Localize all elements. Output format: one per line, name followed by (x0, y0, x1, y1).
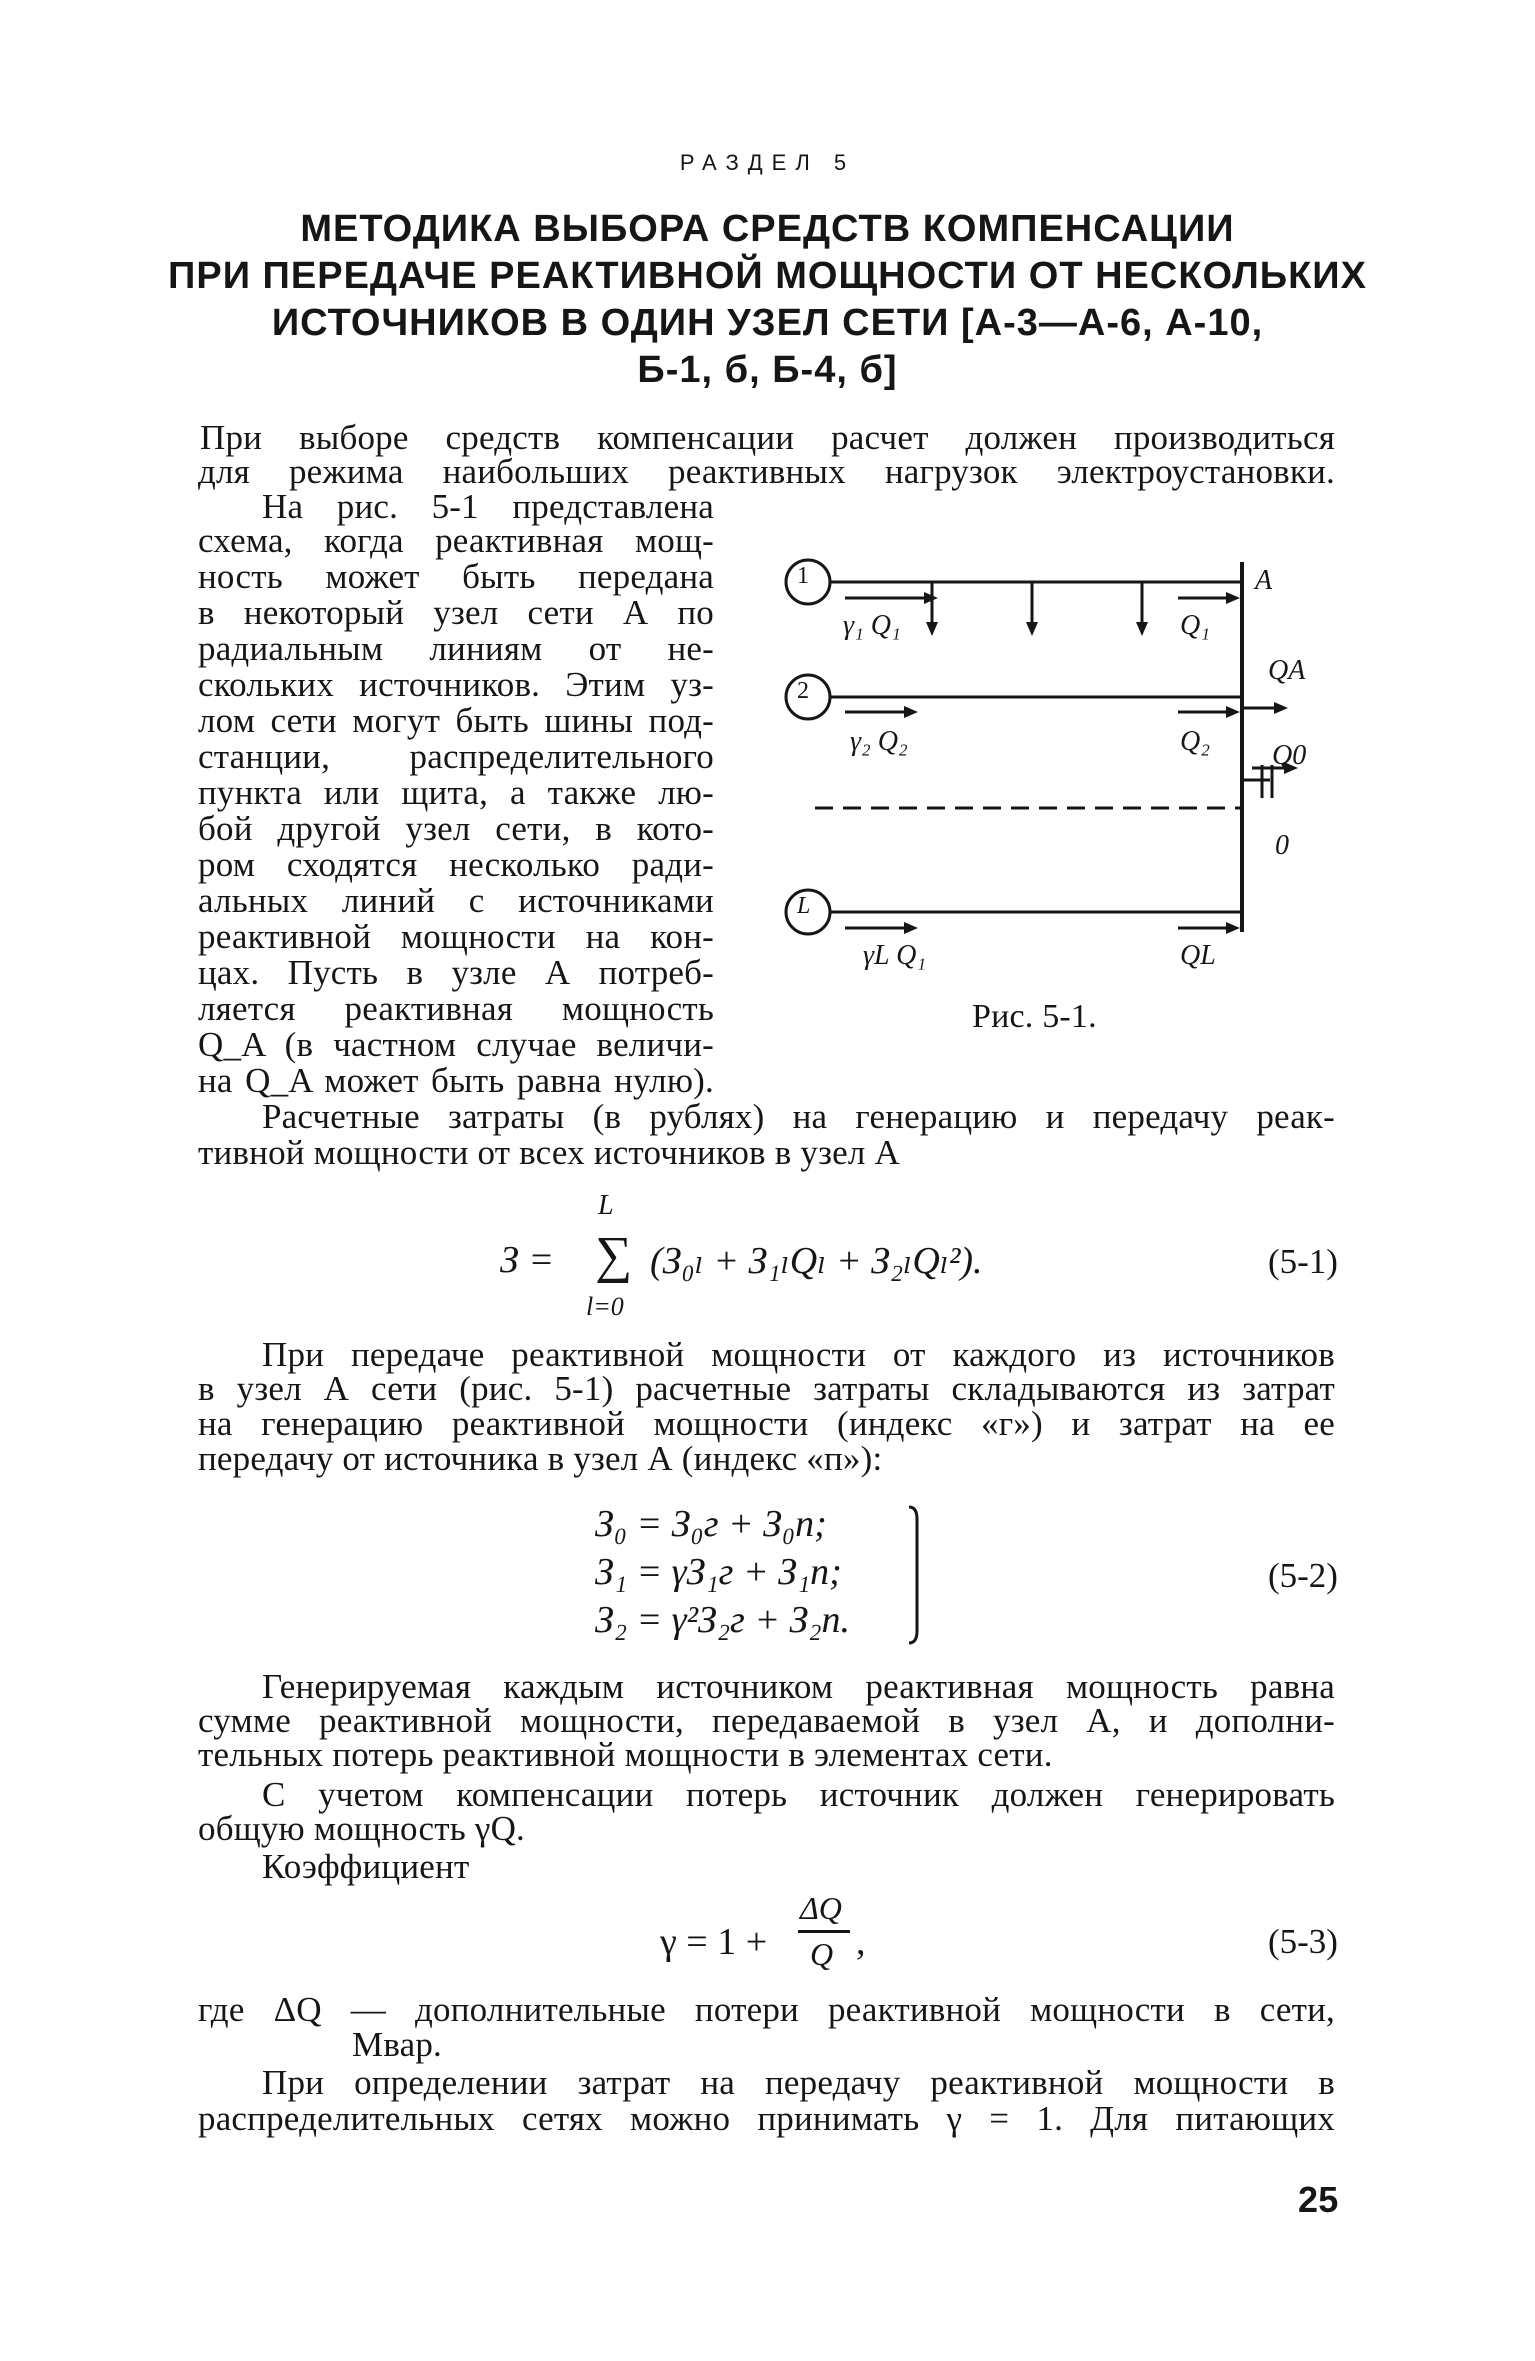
label-gq2: γ₂ Q₂ (850, 726, 908, 757)
para2-line: реактивной мощности на кон- (198, 917, 714, 956)
para2-line: На рис. 5-1 представлена (262, 487, 714, 526)
label-source-2: 2 (797, 678, 809, 704)
para2-line: ность может быть передана (198, 557, 714, 596)
eq1-sum-bottom: l=0 (586, 1292, 624, 1321)
label-qa: QA (1268, 655, 1306, 686)
para2-line: бой другой узел сети, в кото- (198, 809, 714, 848)
eq2-line-2: З₁ = γЗ₁г + З₁п; (595, 1551, 842, 1593)
label-gq1: γ₁ Q₁ (843, 610, 901, 641)
eq2-brace (905, 1505, 925, 1645)
page-number: 25 (1298, 2179, 1339, 2220)
para2-line: ром сходятся несколько ради- (198, 845, 714, 884)
para2-line: Q_A (в частном случае величи- (198, 1025, 714, 1064)
sum-icon: ∑ (595, 1227, 633, 1284)
eq3-fraction-bar (798, 1930, 850, 1933)
para6-line-1: С учетом компенсации потерь источник должен генерировать (262, 1775, 1335, 1814)
para1-line-2: для режима наибольших реактивных нагрузок электроустановки. (198, 452, 1335, 491)
para5-line-1: Генерируемая каждым источником реактивная мощность равна (262, 1667, 1335, 1706)
figure-caption: Рис. 5-1. (972, 998, 1097, 1035)
para4-line-3: на генерацию реактивной мощности (индекс «г») и затрат на ее (198, 1404, 1335, 1443)
para2-line: схема, когда реактивная мощ- (198, 521, 714, 560)
para2-line: цах. Пусть в узле А потреб- (198, 953, 714, 992)
title-line-2: ПРИ ПЕРЕДАЧЕ РЕАКТИВНОЙ МОЩНОСТИ ОТ НЕСКОЛЬКИХ (168, 255, 1367, 297)
where-line-1: где ΔQ — дополнительные потери реактивной мощности в сети, (198, 1990, 1335, 2029)
para4-line-4: передачу от источника в узел А (индекс «п»): (198, 1439, 883, 1478)
para4-line-2: в узел А сети (рис. 5-1) расчетные затраты складываются из затрат (198, 1369, 1335, 1408)
para5-line-3: тельных потерь реактивной мощности в элементах сети. (198, 1735, 1053, 1774)
title-line-3: ИСТОЧНИКОВ В ОДИН УЗЕЛ СЕТИ [А-3—А-6, А-10, (271, 302, 1264, 344)
eq3-numerator: ΔQ (800, 1890, 842, 1926)
title-line-4: Б-1, б, Б-4, б] (637, 349, 898, 391)
eq1-sum-top: L (598, 1190, 614, 1221)
label-zero: 0 (1275, 830, 1289, 861)
para3-line-2: тивной мощности от всех источников в узел А (198, 1133, 900, 1172)
para2-line: радиальным линиям от не- (198, 629, 714, 668)
eq1-lhs: З = (500, 1239, 554, 1281)
para2-line: лом сети могут быть шины под- (198, 701, 714, 740)
eq2-line-3: З₂ = γ²З₂г + З₂п. (595, 1599, 851, 1641)
para8-line-2: распределительных сетях можно принимать γ = 1. Для питающих (198, 2099, 1335, 2138)
para2-line: альных линий с источниками (198, 881, 714, 920)
where-line-2: Мвар. (352, 2025, 442, 2064)
section-label: РАЗДЕЛ 5 (679, 150, 856, 175)
para5-line-2: сумме реактивной мощности, передаваемой в узел А, и дополни- (198, 1701, 1335, 1740)
eq3-denominator: Q (810, 1936, 834, 1972)
label-gql: γL Q₁ (863, 940, 927, 971)
para8-line-1: При определении затрат на передачу реактивной мощности в (262, 2063, 1335, 2102)
eq1-body: (З₀ₗ + З₁ₗQₗ + З₂ₗQₗ²). (650, 1240, 983, 1282)
para2-line: на Q_A может быть равна нулю). (198, 1061, 714, 1100)
eq3-lhs: γ = 1 + (660, 1921, 768, 1963)
label-a: A (1255, 565, 1273, 596)
para7: Коэффициент (262, 1847, 470, 1886)
label-source-l: L (797, 893, 811, 919)
eq3-tail: , (856, 1921, 866, 1963)
label-source-1: 1 (797, 563, 809, 589)
para4-line-1: При передаче реактивной мощности от каждого из источников (262, 1335, 1335, 1374)
label-q2: Q₂ (1180, 726, 1210, 757)
eq2-number: (5-2) (1268, 1556, 1338, 1595)
label-q1: Q₁ (1180, 610, 1210, 641)
label-ql: QL (1180, 940, 1216, 971)
label-q0: Q0 (1272, 740, 1307, 771)
para2-line: ляется реактивная мощность (198, 989, 714, 1028)
eq3-number: (5-3) (1268, 1922, 1338, 1961)
para2-line: скольких источников. Этим уз- (198, 665, 714, 704)
eq1-number: (5-1) (1268, 1242, 1338, 1281)
para2-line: в некоторый узел сети А по (198, 593, 714, 632)
para6-line-2: общую мощность γQ. (198, 1809, 525, 1848)
para1-line-1: При выборе средств компенсации расчет должен производиться (200, 418, 1335, 457)
para2-line: пункта или щита, а также лю- (198, 773, 714, 812)
title-line-1: МЕТОДИКА ВЫБОРА СРЕДСТВ КОМПЕНСАЦИИ (300, 208, 1235, 250)
para2-line: станции, распределительного (198, 737, 714, 776)
para3-line-1: Расчетные затраты (в рублях) на генерацию и передачу реак- (262, 1097, 1335, 1136)
eq2-line-1: З₀ = З₀г + З₀п; (595, 1503, 827, 1545)
